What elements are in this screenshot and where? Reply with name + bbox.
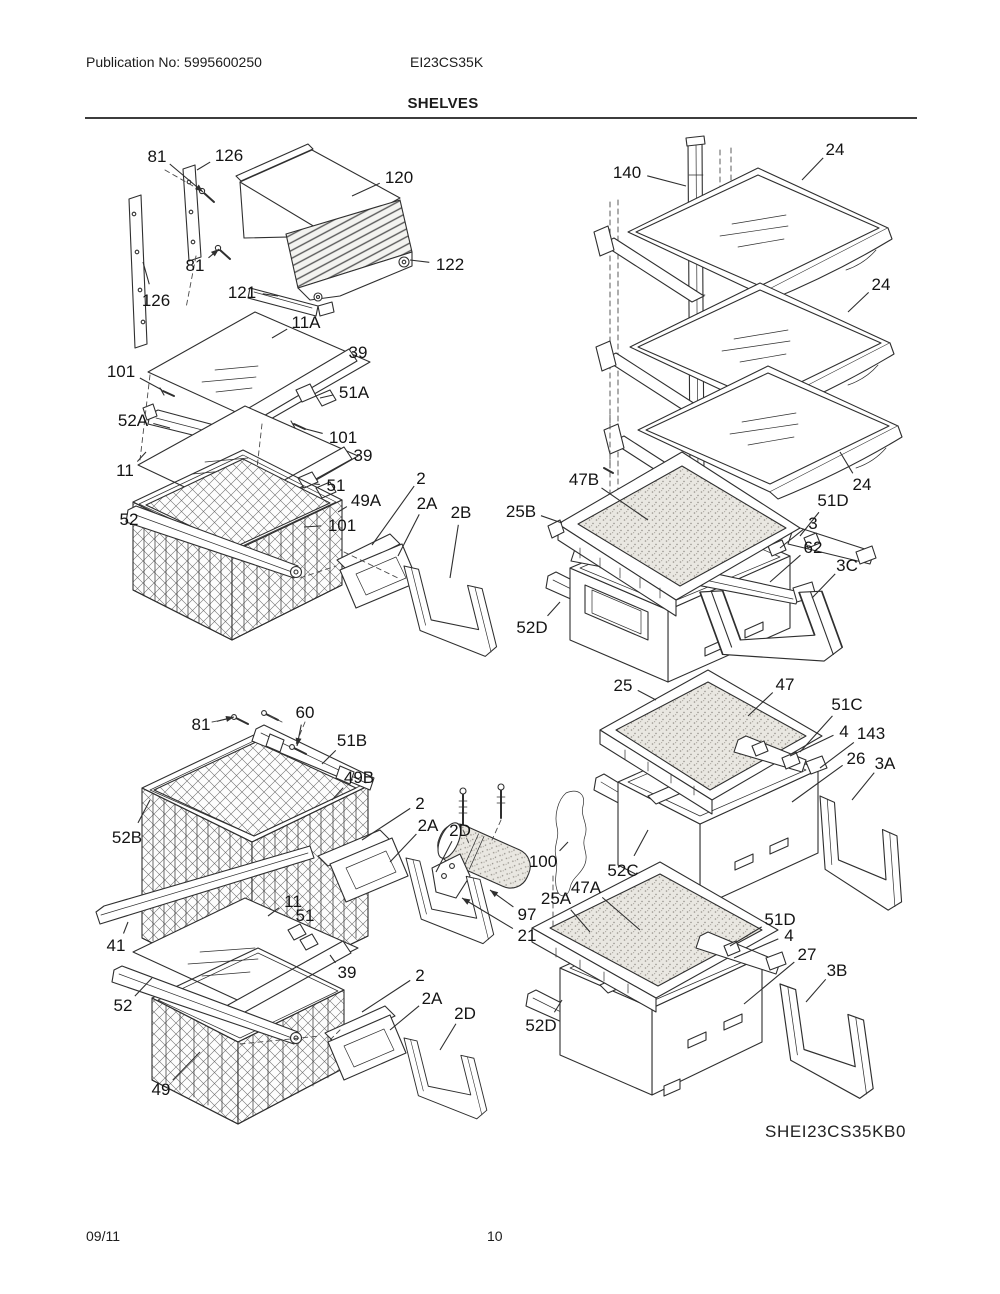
callout-leader-24 xyxy=(848,292,869,312)
callout-39: 39 xyxy=(353,446,373,465)
callout-leader-11 xyxy=(137,452,146,462)
callout-arrowhead-21 xyxy=(460,895,470,904)
callout-49: 49 xyxy=(151,1080,171,1099)
callout-51: 51 xyxy=(326,476,346,495)
callout-100: 100 xyxy=(528,852,558,871)
callout-52: 52 xyxy=(113,996,133,1015)
callout-51D: 51D xyxy=(764,910,796,929)
callout-51C: 51C xyxy=(831,695,863,714)
callout-39: 39 xyxy=(337,963,357,982)
callout-leader-101 xyxy=(140,378,162,390)
callout-leader-25 xyxy=(638,690,656,700)
callout-2: 2 xyxy=(415,794,425,813)
callout-101: 101 xyxy=(328,428,358,447)
callout-leader-2B xyxy=(450,525,458,578)
callout-41: 41 xyxy=(106,936,126,955)
callout-52D: 52D xyxy=(525,1016,557,1035)
callout-leader-126 xyxy=(197,162,210,170)
callout-51D: 51D xyxy=(817,491,849,510)
roller-97-assembly xyxy=(432,784,536,898)
callout-2A: 2A xyxy=(416,494,438,513)
callout-4: 4 xyxy=(784,926,794,945)
callout-2A: 2A xyxy=(421,989,443,1008)
callout-3B: 3B xyxy=(826,961,848,980)
callout-47: 47 xyxy=(775,675,795,694)
callout-2D: 2D xyxy=(454,1004,476,1023)
callout-52C: 52C xyxy=(607,861,639,880)
roller-122 xyxy=(399,257,409,267)
callout-leader-140 xyxy=(647,176,686,186)
callout-47A: 47A xyxy=(570,878,602,897)
publication-number: Publication No: 5995600250 xyxy=(86,54,262,70)
diagram-code: SHEI23CS35KB0 xyxy=(765,1122,907,1141)
bracket-126-left xyxy=(129,195,147,348)
handle-2B xyxy=(404,549,498,670)
callout-81: 81 xyxy=(185,256,205,275)
callout-leader-25B xyxy=(541,516,562,523)
callout-51B: 51B xyxy=(336,731,368,750)
callout-3C: 3C xyxy=(836,556,858,575)
callout-2A: 2A xyxy=(417,816,439,835)
callout-leader-3B xyxy=(806,979,826,1002)
callout-49A: 49A xyxy=(350,491,382,510)
model-number: EI23CS35K xyxy=(410,54,484,70)
callout-52A: 52A xyxy=(117,411,149,430)
callout-leader-100 xyxy=(560,842,568,851)
callout-52B: 52B xyxy=(111,828,143,847)
callout-25B: 25B xyxy=(505,502,537,521)
callout-24: 24 xyxy=(852,475,872,494)
callout-122: 122 xyxy=(435,255,465,274)
callout-51A: 51A xyxy=(338,383,370,402)
footer-page-number: 10 xyxy=(487,1228,503,1244)
callout-49B: 49B xyxy=(343,768,375,787)
shelf-24-top xyxy=(594,168,892,302)
diagram-art xyxy=(96,136,902,1131)
callout-leader-3A xyxy=(852,773,874,800)
callout-leader-52D xyxy=(548,602,560,616)
callout-24: 24 xyxy=(825,140,845,159)
callout-leader-2A xyxy=(398,514,419,556)
callout-143: 143 xyxy=(856,724,886,743)
callout-3: 3 xyxy=(808,514,818,533)
callout-97: 97 xyxy=(517,905,537,924)
handle-3B xyxy=(780,973,874,1107)
callout-11A: 11A xyxy=(291,313,321,332)
callout-25A: 25A xyxy=(540,889,572,908)
callout-4: 4 xyxy=(839,722,849,741)
callout-39: 39 xyxy=(348,343,368,362)
callout-leader-2D xyxy=(440,1024,456,1050)
callout-101: 101 xyxy=(327,516,357,535)
callout-2: 2 xyxy=(415,966,425,985)
page-title: SHELVES xyxy=(407,95,479,112)
callout-121: 121 xyxy=(227,283,257,302)
callout-leader-122 xyxy=(410,260,429,262)
callout-11: 11 xyxy=(284,892,302,911)
callout-52D: 52D xyxy=(516,618,548,637)
callout-81: 81 xyxy=(191,715,211,734)
callout-2D: 2D xyxy=(449,821,471,840)
callout-arrowhead-97 xyxy=(488,888,498,898)
footer-date: 09/11 xyxy=(86,1228,120,1244)
callout-leader-2A xyxy=(390,1006,419,1030)
callout-2: 2 xyxy=(416,469,426,488)
screw-81-b xyxy=(215,245,230,259)
callout-27: 27 xyxy=(797,945,817,964)
callout-126: 126 xyxy=(214,146,244,165)
callout-25: 25 xyxy=(613,676,633,695)
callout-24: 24 xyxy=(871,275,891,294)
callout-11: 11 xyxy=(116,461,134,480)
callout-140: 140 xyxy=(612,163,642,182)
callout-2B: 2B xyxy=(450,503,472,522)
callout-leader-24 xyxy=(802,158,823,180)
drawer-25A-group xyxy=(526,862,874,1107)
callout-81: 81 xyxy=(147,147,167,166)
callout-126: 126 xyxy=(141,291,171,310)
callout-3A: 3A xyxy=(874,754,896,773)
callout-leader-41 xyxy=(123,922,128,934)
callout-51: 51 xyxy=(295,906,315,925)
callout-60: 60 xyxy=(295,703,315,722)
callout-21: 21 xyxy=(517,926,537,945)
handle-3A xyxy=(820,791,902,915)
callout-47B: 47B xyxy=(568,470,600,489)
callout-120: 120 xyxy=(384,168,414,187)
callout-26: 26 xyxy=(846,749,866,768)
bracket-126-right xyxy=(183,165,201,261)
callout-62: 62 xyxy=(803,538,823,557)
callout-leader-2 xyxy=(362,808,410,840)
callout-101: 101 xyxy=(106,362,136,381)
callout-52: 52 xyxy=(119,510,139,529)
